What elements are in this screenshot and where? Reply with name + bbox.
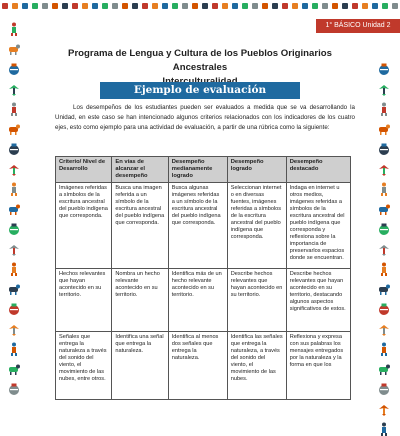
unit-badge: 1° BÁSICO Unidad 2 xyxy=(316,19,400,33)
decorative-glyph-icon xyxy=(378,142,390,156)
band-pattern-mark xyxy=(372,3,378,9)
rubric-header-cell: Desempeño logrado xyxy=(227,157,286,183)
decorative-glyph-icon xyxy=(8,302,20,316)
decorative-glyph-icon xyxy=(8,202,20,216)
band-pattern-mark xyxy=(392,3,398,9)
band-pattern-mark xyxy=(162,3,168,9)
band-pattern-mark xyxy=(182,3,188,9)
decorative-glyph-icon xyxy=(8,162,20,176)
left-ornament-column xyxy=(0,18,30,400)
decorative-glyph-icon xyxy=(378,342,390,356)
band-pattern-mark xyxy=(52,3,58,9)
rubric-cell: Describe hechos relevantes que hayan acontecido en su territorio, destacando algunos aspectos significativos de estos. xyxy=(286,268,350,332)
band-pattern-mark xyxy=(42,3,48,9)
band-pattern-mark xyxy=(152,3,158,9)
band-pattern-mark xyxy=(292,3,298,9)
band-pattern-mark xyxy=(312,3,318,9)
band-pattern-mark xyxy=(202,3,208,9)
band-pattern-mark xyxy=(92,3,98,9)
rubric-header-cell: Desempeño medianamente logrado xyxy=(168,157,227,183)
rubric-cell: Identifica más de un hecho relevante acontecido en su territorio. xyxy=(168,268,227,332)
rubric-cell: Identifica una señal que entrega la naturaleza. xyxy=(112,332,168,400)
band-pattern-mark xyxy=(192,3,198,9)
band-pattern-mark xyxy=(142,3,148,9)
rubric-cell: Nombra un hecho relevante acontecido en su territorio. xyxy=(112,268,168,332)
band-pattern-mark xyxy=(22,3,28,9)
band-pattern-mark xyxy=(212,3,218,9)
decorative-glyph-icon xyxy=(378,122,390,136)
band-pattern-mark xyxy=(342,3,348,9)
band-pattern-mark xyxy=(302,3,308,9)
band-pattern-mark xyxy=(122,3,128,9)
rubric-cell: Identifica las señales que entrega la naturaleza, a través del sonido del viento, el movimiento de las nubes. xyxy=(227,332,286,400)
decorative-glyph-icon xyxy=(8,22,20,36)
decorative-glyph-icon xyxy=(378,302,390,316)
decorative-glyph-icon xyxy=(378,82,390,96)
band-pattern-mark xyxy=(102,3,108,9)
band-pattern-mark xyxy=(382,3,388,9)
rubric-header-cell: Criterio/ Nivel de Desarrollo xyxy=(56,157,112,183)
decorative-glyph-icon xyxy=(378,62,390,76)
rubric-cell: Busca una imagen referida a un símbolo de la escritura ancestral del pueblo indígena que corresponda. xyxy=(112,183,168,269)
table-row xyxy=(56,183,351,269)
band-pattern-mark xyxy=(322,3,328,9)
rubric-header-row xyxy=(56,157,351,183)
decorative-glyph-icon xyxy=(8,82,20,96)
program-title-line1: Programa de Lengua y Cultura de los Pueblos Originarios Ancestrales xyxy=(68,48,332,73)
decorative-glyph-icon xyxy=(8,102,20,116)
decorative-glyph-icon xyxy=(378,422,390,436)
top-pattern-band xyxy=(0,0,400,13)
decorative-glyph-icon xyxy=(378,162,390,176)
rubric-cell: Identifica al menos dos señales que entrega la naturaleza. xyxy=(168,332,227,400)
band-pattern-mark xyxy=(232,3,238,9)
decorative-glyph-icon xyxy=(378,202,390,216)
decorative-glyph-icon xyxy=(378,322,390,336)
decorative-glyph-icon xyxy=(8,362,20,376)
decorative-glyph-icon xyxy=(8,182,20,196)
band-pattern-mark xyxy=(82,3,88,9)
band-pattern-mark xyxy=(252,3,258,9)
rubric-table xyxy=(55,156,351,400)
band-pattern-mark xyxy=(32,3,38,9)
table-row xyxy=(56,332,351,400)
intro-paragraph: Los desempeños de los estudiantes pueden ser evaluados a medida que se va desarrollando la Unidad, en este caso se han intencionado algunos criterios relacionados con los indicadores de los cuatro ejes, esto como ejemplo para una actividad de evaluación, a partir de una rúbrica como la siguiente: xyxy=(55,104,355,131)
decorative-glyph-icon xyxy=(378,182,390,196)
band-pattern-mark xyxy=(2,3,8,9)
band-pattern-mark xyxy=(72,3,78,9)
band-pattern-mark xyxy=(272,3,278,9)
decorative-glyph-icon xyxy=(378,242,390,256)
decorative-glyph-icon xyxy=(378,102,390,116)
right-ornament-column xyxy=(370,18,400,400)
band-pattern-mark xyxy=(332,3,338,9)
decorative-glyph-icon xyxy=(378,362,390,376)
band-pattern-mark xyxy=(282,3,288,9)
decorative-glyph-icon xyxy=(8,222,20,236)
rubric-cell: Hechos relevantes que hayan acontecido en su territorio. xyxy=(56,268,112,332)
band-pattern-mark xyxy=(242,3,248,9)
band-pattern-mark xyxy=(62,3,68,9)
evaluation-banner: Ejemplo de evaluación xyxy=(100,82,300,99)
band-pattern-mark xyxy=(262,3,268,9)
decorative-glyph-icon xyxy=(8,242,20,256)
decorative-glyph-icon xyxy=(8,122,20,136)
band-pattern-mark xyxy=(352,3,358,9)
rubric-cell: Seleccionan internet o en diversas fuentes, imágenes referidas a símbolos de la escritura ancestral del pueblo indígena que corresponda. xyxy=(227,183,286,269)
decorative-glyph-icon xyxy=(8,382,20,396)
decorative-glyph-icon xyxy=(8,142,20,156)
decorative-glyph-icon xyxy=(8,342,20,356)
rubric-header-cell: Desempeño destacado xyxy=(286,157,350,183)
band-pattern-mark xyxy=(362,3,368,9)
decorative-glyph-icon xyxy=(8,262,20,276)
decorative-glyph-icon xyxy=(8,42,20,56)
decorative-glyph-icon xyxy=(378,262,390,276)
decorative-glyph-icon xyxy=(8,322,20,336)
rubric-cell: Señales que entrega la naturaleza a través del sonido del viento, el movimiento de las nubes, entre otros. xyxy=(56,332,112,400)
decorative-glyph-icon xyxy=(378,222,390,236)
rubric-cell: Busca algunas imágenes referidas a un símbolo de la escritura ancestral del pueblo indígena que corresponda. xyxy=(168,183,227,269)
band-pattern-mark xyxy=(172,3,178,9)
decorative-glyph-icon xyxy=(378,282,390,296)
rubric-cell: Reflexiona y expresa con sus palabras los mensajes entregados por la naturaleza y la forma en que los xyxy=(286,332,350,400)
band-pattern-mark xyxy=(12,3,18,9)
table-row xyxy=(56,268,351,332)
decorative-glyph-icon xyxy=(378,382,390,396)
band-pattern-mark xyxy=(132,3,138,9)
rubric-cell: Imágenes referidas a símbolos de la escritura ancestral del pueblo indígena que corresponda. xyxy=(56,183,112,269)
decorative-glyph-icon xyxy=(8,282,20,296)
rubric-cell: Indaga en internet u otros medios, imágenes referidas a símbolos de la escritura ancestral del pueblo indígena que corresponda y reflexiona sobre la importancia de preservarlos espacios donde se encuentran. xyxy=(286,183,350,269)
rubric-header-cell: En vías de alcanzar el desempeño xyxy=(112,157,168,183)
decorative-glyph-icon xyxy=(378,402,390,416)
decorative-glyph-icon xyxy=(8,62,20,76)
band-pattern-mark xyxy=(222,3,228,9)
rubric-cell: Describe hechos relevantes que hayan acontecido en su territorio. xyxy=(227,268,286,332)
band-pattern-mark xyxy=(112,3,118,9)
